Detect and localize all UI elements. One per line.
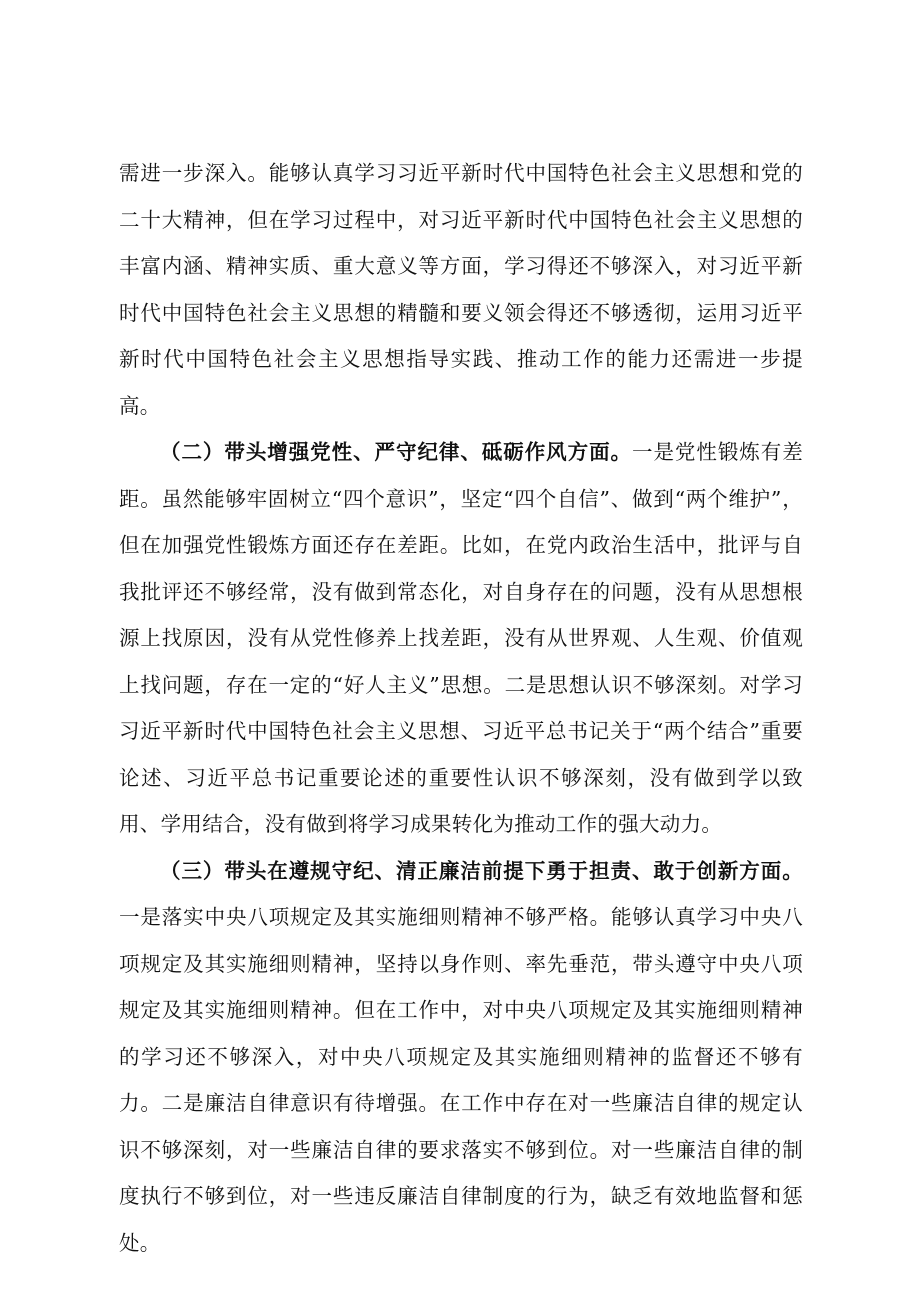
section-heading-three: （三）带头在遵规守纪、清正廉洁前提下勇于担责、敢于创新方面。 — [160, 858, 803, 883]
section-heading-two: （二）带头增强党性、严守纪律、砥砺作风方面。 — [160, 440, 633, 464]
paragraph-text: 需进一步深入。能够认真学习习近平新时代中国特色社会主义思想和党的二十大精神，但在学习过程中，对习近平新时代中国特色社会主义思想的丰富内涵、精神实质、重大意义等方面，学习得还不够深入，对习近平新时代中国特色社会主义思想的精髓和要义领会得还不够透彻，运用习近平新时代中国特色社会主义思想指导实践、推动工作的能力还需进一步提高。 — [119, 161, 803, 418]
document-body — [119, 150, 803, 1266]
paragraph-text: 一是党性锻炼有差距。虽然能够牢固树立“四个意识”，坚定“四个自信”、做到“两个维护”，但在加强党性锻炼方面还存在差距。比如，在党内政治生活中，批评与自我批评还不够经常，没有做到常态化，对自身存在的问题，没有从思想根源上找原因，没有从党性修养上找差距，没有从世界观、人生观、价值观上找问题，存在一定的“好人主义”思想。二是思想认识不够深刻。对学习习近平新时代中国特色社会主义思想、习近平总书记关于“两个结合”重要论述、习近平总书记重要论述的重要性认识不够深刻，没有做到学以致用、学用结合，没有做到将学习成果转化为推动工作的强大动力。 — [119, 440, 803, 836]
paragraph-text: 一是落实中央八项规定及其实施细则精神不够严格。能够认真学习中央八项规定及其实施细则精神，坚持以身作则、率先垂范，带头遵守中央八项规定及其实施细则精神。但在工作中，对中央八项规定及其实施细则精神的学习还不够深入，对中央八项规定及其实施细则精神的监督还不够有力。二是廉洁自律意识有待增强。在工作中存在对一些廉洁自律的规定认识不够深刻，对一些廉洁自律的要求落实不够到位。对一些廉洁自律的制度执行不够到位，对一些违反廉洁自律制度的行为，缺乏有效地监督和惩处。 — [119, 905, 803, 1255]
paragraph-section-two — [119, 429, 803, 848]
paragraph-continuation — [119, 150, 803, 429]
paragraph-section-three — [119, 848, 803, 1267]
